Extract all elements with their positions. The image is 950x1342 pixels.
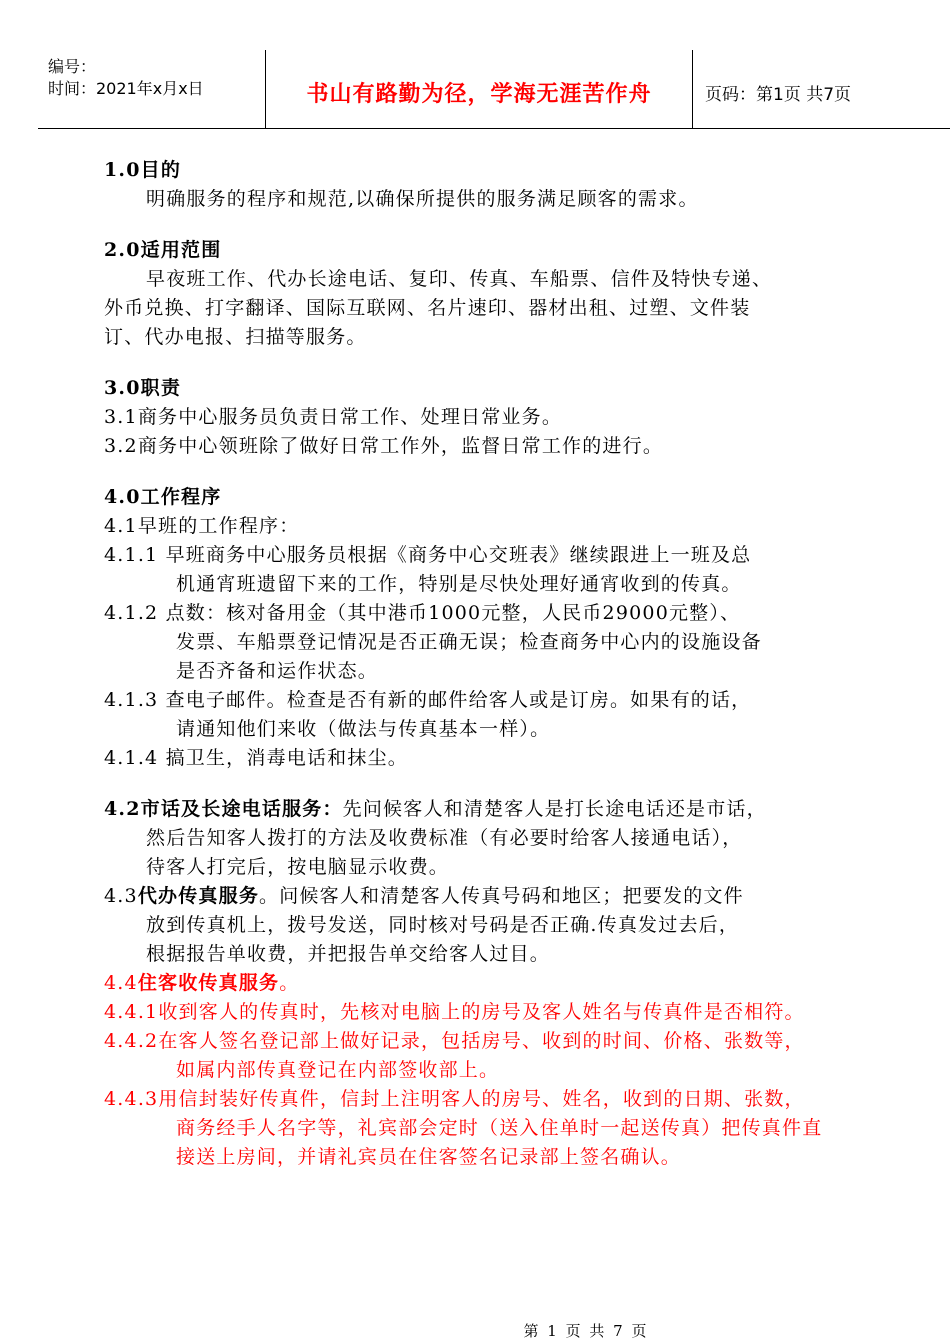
- page-footer: 第 1 页 共 7 页: [523, 1322, 649, 1340]
- header-meta: [38, 50, 266, 128]
- section-4-1-2-c: 是否齐备和运作状态。: [176, 660, 379, 682]
- section-4-4-2-a: 4.4.2在客人签名登记部上做好记录，包括房号、收到的时间、价格、张数等，: [104, 1030, 805, 1052]
- section-4-3-a: [104, 882, 894, 911]
- section-4-4-2-b: 如属内部传真登记在内部签收部上。: [176, 1059, 500, 1081]
- doc-number-label: 编号：: [48, 57, 97, 76]
- page-header: [38, 50, 950, 129]
- section-2-line-1: 早夜班工作、代办长途电话、复印、传真、车船票、信件及特快专递、: [146, 268, 773, 290]
- section-4-2-heading: 4.2市话及长途电话服务：: [104, 798, 343, 820]
- section-4-1-1-a: 4.1.1 早班商务中心服务员根据《商务中心交班表》继续跟进上一班及总: [104, 544, 752, 566]
- header-page-info: 页码：第1页 共7页: [705, 84, 852, 105]
- section-4-1: 4.1早班的工作程序：: [104, 515, 300, 537]
- section-4-1-1-b: 机通宵班遗留下来的工作，特别是尽快处理好通宵收到的传真。: [176, 573, 742, 595]
- section-4-3-c: 根据报告单收费，并把报告单交给客人过目。: [146, 943, 551, 965]
- section-4-4-3-a: 4.4.3用信封装好传真件，信封上注明客人的房号、姓名，收到的日期、张数，: [104, 1088, 805, 1110]
- section-2-line-2: 外币兑换、打字翻译、国际互联网、名片速印、器材出租、过塑、文件装: [104, 297, 751, 319]
- section-4-4-3-b: 商务经手人名字等，礼宾部会定时（送入住单时一起送传真）把传真件直: [176, 1117, 823, 1139]
- section-4-4-number: 4.4: [104, 972, 138, 994]
- document-body: [104, 156, 894, 1172]
- section-2-title: 2.0适用范围: [104, 239, 222, 261]
- section-4-4: [104, 969, 894, 998]
- section-4-1-3-b: 请通知他们来收（做法与传真基本一样）。: [176, 718, 551, 740]
- section-3-1: 3.1商务中心服务员负责日常工作、处理日常业务。: [104, 406, 563, 428]
- section-4-4-end: 。: [279, 972, 300, 994]
- section-4-1-2-a: 4.1.2 点数：核对备用金（其中港币1000元整，人民币29000元整）、: [104, 602, 741, 624]
- section-4-2-c: 待客人打完后，按电脑显示收费。: [146, 856, 450, 878]
- section-4-3-b: 放到传真机上，拨号发送，同时核对号码是否正确.传真发过去后，: [146, 914, 740, 936]
- time-label: 时间：2021年x月x日: [48, 79, 204, 98]
- section-4-title: 4.0工作程序: [104, 486, 222, 508]
- section-4-2-a: [104, 795, 894, 824]
- section-1-title: 1.0目的: [104, 159, 182, 181]
- section-4-1-3-a: 4.1.3 查电子邮件。检查是否有新的邮件给客人或是订房。如果有的话，: [104, 689, 752, 711]
- section-1-body: 明确服务的程序和规范,以确保所提供的服务满足顾客的需求。: [146, 188, 699, 210]
- header-motto: 书山有路勤为径，学海无涯苦作舟: [266, 50, 693, 128]
- section-4-1-4: 4.1.4 搞卫生，消毒电话和抹尘。: [104, 747, 408, 769]
- section-4-4-3-c: 接送上房间，并请礼宾员在住客签名记录部上签名确认。: [176, 1146, 682, 1168]
- section-4-1-2-b: 发票、车船票登记情况是否正确无误；检查商务中心内的设施设备: [176, 631, 762, 653]
- section-3-2: 3.2商务中心领班除了做好日常工作外，监督日常工作的进行。: [104, 435, 664, 457]
- section-4-3-text: 。问候客人和清楚客人传真号码和地区；把要发的文件: [259, 885, 744, 907]
- section-4-3-number: 4.3: [104, 885, 138, 907]
- section-4-4-heading: 住客收传真服务: [137, 972, 280, 994]
- section-2-line-3: 订、代办电报、扫描等服务。: [104, 326, 367, 348]
- section-4-3-heading: 代办传真服务: [137, 885, 260, 907]
- section-4-4-1: 4.4.1收到客人的传真时，先核对电脑上的房号及客人姓名与传真件是否相符。: [104, 1001, 805, 1023]
- section-4-2-b: 然后告知客人拨打的方法及收费标准（有必要时给客人接通电话），: [146, 827, 743, 849]
- section-3-title: 3.0职责: [104, 377, 182, 399]
- section-4-2-text: 先问候客人和清楚客人是打长途电话还是市话，: [342, 798, 767, 820]
